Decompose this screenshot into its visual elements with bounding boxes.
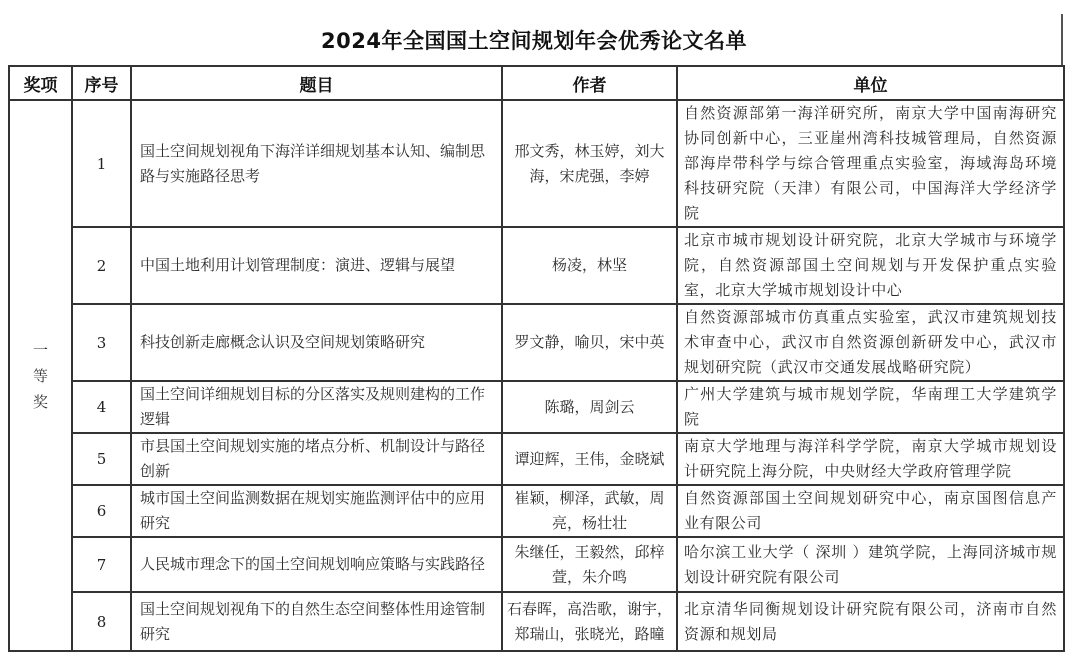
award-group-label: 一等奖 (32, 340, 48, 411)
table-header-row (9, 66, 1064, 100)
paper-authors: 邢文秀，林玉婷，刘大海，宋虎强，李婷 (502, 100, 677, 227)
paper-organizations: 哈尔滨工业大学（ 深圳 ）建筑学院，上海同济城市规划设计研究院有限公司 (677, 537, 1064, 592)
paper-title: 人民城市理念下的国土空间规划响应策略与实践路径 (131, 537, 502, 592)
header-title: 题目 (131, 66, 502, 100)
paper-authors: 杨凌，林坚 (502, 227, 677, 304)
paper-title: 市县国土空间规划实施的堵点分析、机制设计与路径创新 (131, 433, 502, 485)
paper-organizations: 自然资源部城市仿真重点实验室，武汉市建筑规划技术审查中心，武汉市自然资源创新研发中心，武汉市规划研究院（武汉市交通发展战略研究院） (677, 304, 1064, 381)
row-number: 3 (72, 304, 131, 381)
row-number: 6 (72, 485, 131, 537)
row-number: 5 (72, 433, 131, 485)
paper-authors: 崔颖，柳泽，武敏，周亮，杨壮壮 (502, 485, 677, 537)
header-author: 作者 (502, 66, 677, 100)
table-row (9, 227, 1064, 304)
table-row (9, 304, 1064, 381)
row-number: 2 (72, 227, 131, 304)
paper-organizations: 南京大学地理与海洋科学学院，南京大学城市规划设计研究院上海分院，中央财经大学政府管理学院 (677, 433, 1064, 485)
paper-organizations: 北京市城市规划设计研究院，北京大学城市与环境学院，自然资源部国土空间规划与开发保护重点实验室，北京大学城市规划设计中心 (677, 227, 1064, 304)
table-row (9, 381, 1064, 433)
document-title: 2024年全国国土空间规划年会优秀论文名单 (321, 29, 747, 53)
paper-organizations: 北京清华同衡规划设计研究院有限公司，济南市自然资源和规划局 (677, 592, 1064, 651)
paper-organizations: 自然资源部国土空间规划研究中心，南京国图信息产业有限公司 (677, 485, 1064, 537)
paper-authors: 罗文静，喻贝，宋中英 (502, 304, 677, 381)
paper-organizations: 自然资源部第一海洋研究所，南京大学中国南海研究协同创新中心，三亚崖州湾科技城管理局，自然资源部海岸带科学与综合管理重点实验室，海域海岛环境科技研究院（天津）有限公司，中国海洋大学经济学院 (677, 100, 1064, 227)
paper-title: 国土空间规划视角下的自然生态空间整体性用途管制研究 (131, 592, 502, 651)
paper-authors: 陈璐，周剑云 (502, 381, 677, 433)
paper-organizations: 广州大学建筑与城市规划学院，华南理工大学建筑学院 (677, 381, 1064, 433)
paper-authors: 石春晖，高浩歌，谢宇，郑瑞山，张晓光，路曈 (502, 592, 677, 651)
table-row (9, 485, 1064, 537)
award-list-table (8, 65, 1065, 652)
row-number: 4 (72, 381, 131, 433)
header-award: 奖项 (9, 66, 72, 100)
paper-title: 国土空间规划视角下海洋详细规划基本认知、编制思路与实施路径思考 (131, 100, 502, 227)
header-org: 单位 (677, 66, 1064, 100)
table-row (9, 592, 1064, 651)
paper-authors: 朱继任，王毅然，邱梓萱，朱介鸣 (502, 537, 677, 592)
award-group-cell (9, 100, 72, 651)
table-row (9, 433, 1064, 485)
table-row (9, 537, 1064, 592)
paper-title: 中国土地利用计划管理制度：演进、逻辑与展望 (131, 227, 502, 304)
header-no: 序号 (72, 66, 131, 100)
row-number: 1 (72, 100, 131, 227)
paper-title: 科技创新走廊概念认识及空间规划策略研究 (131, 304, 502, 381)
row-number: 8 (72, 592, 131, 651)
paper-title: 国土空间详细规划目标的分区落实及规则建构的工作逻辑 (131, 381, 502, 433)
row-number: 7 (72, 537, 131, 592)
paper-title: 城市国土空间监测数据在规划实施监测评估中的应用研究 (131, 485, 502, 537)
paper-authors: 谭迎辉，王伟，金晓斌 (502, 433, 677, 485)
table-row (9, 100, 1064, 227)
